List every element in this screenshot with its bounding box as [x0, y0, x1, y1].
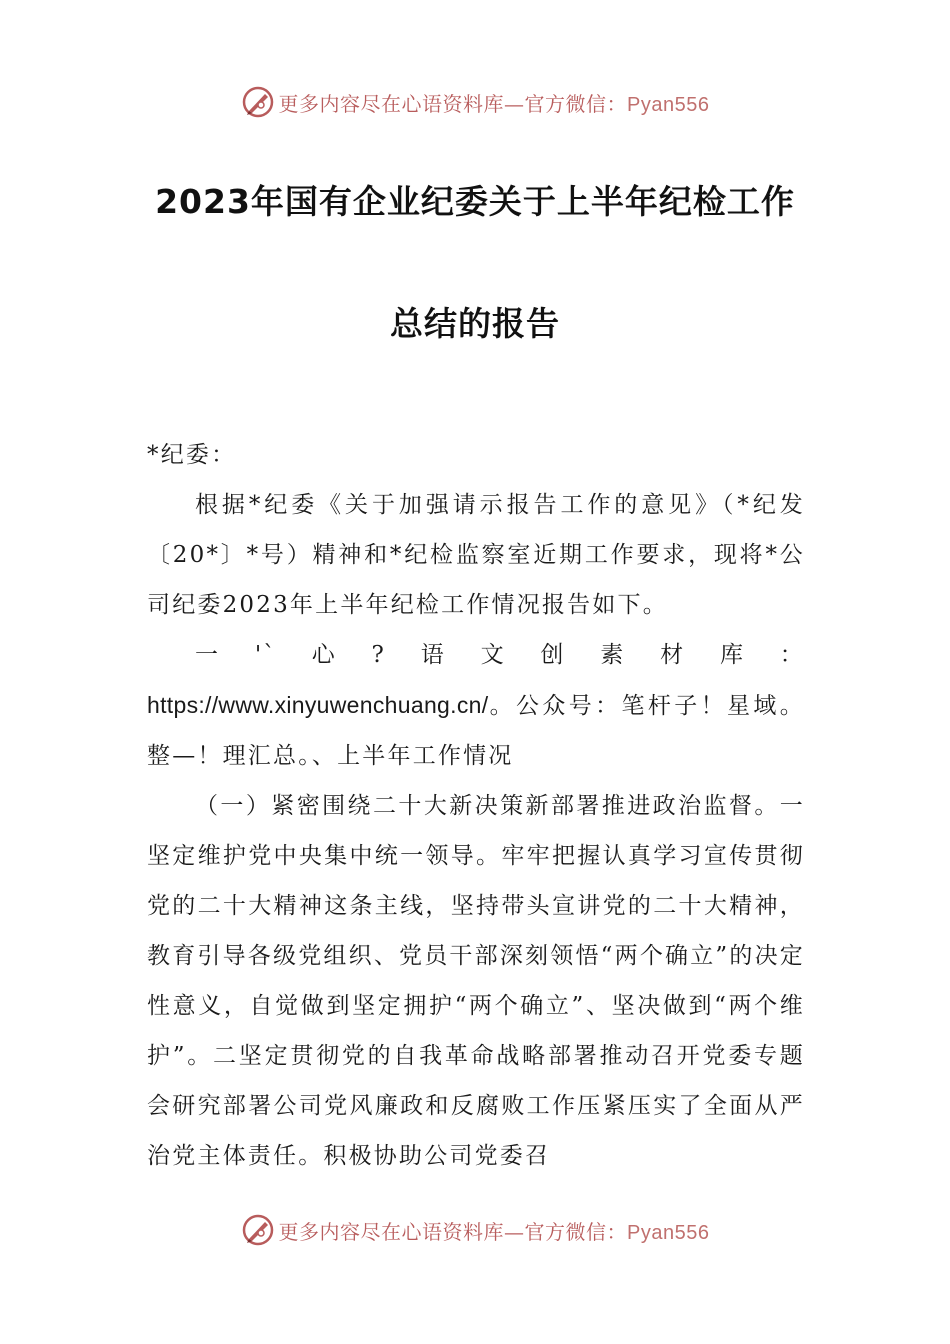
document-title-line-1: 2023年国有企业纪委关于上半年纪检工作: [155, 182, 795, 221]
banner-wechat-id: Pyan556: [627, 93, 710, 116]
paragraph-3: （一）紧密围绕二十大新决策新部署推进政治监督。一坚定维护党中央集中统一领导。牢牢把握认真学习宣传贯彻党的二十大精神这条主线，坚持带头宣讲党的二十大精神，教育引导各级党组织、党员干部深刻领悟“两个确立”的决定性意义，自觉做到坚定拥护“两个确立”、坚决做到“两个维护”。二坚定贯彻党的自我革命战略部署推动召开党委专题会研究部署公司党风廉政和反腐败工作压紧压实了全面从严治党主体责任。积极协助公司党委召: [147, 793, 805, 1169]
paragraph-2-suffix: 。公众号：笔杆子！星域。整—！理汇总。、上半年工作情况: [147, 693, 805, 769]
banner-text: [279, 1216, 710, 1245]
banner-separator: —: [504, 91, 525, 116]
document-body: [147, 430, 805, 1181]
pen-logo-icon: [241, 1213, 275, 1247]
salutation: *纪委：: [147, 442, 237, 468]
banner-wechat-label: 官方微信：: [524, 91, 628, 116]
pen-logo-icon: [241, 85, 275, 119]
banner-separator: —: [504, 1219, 525, 1244]
document-title-line-2: 总结的报告: [390, 304, 560, 343]
paragraph-1: 根据*纪委《关于加强请示报告工作的意见》（*纪发〔20*〕*号）精神和*纪检监察室近期工作要求，现将*公司纪委2023年上半年纪检工作情况报告如下。: [147, 492, 805, 618]
source-url-link[interactable]: https://www.xinyuwenchuang.cn/: [147, 692, 489, 718]
paragraph-2: [147, 630, 805, 781]
banner-wechat-id: Pyan556: [627, 1221, 710, 1244]
paragraph-2-prefix: 一'`心?语文创素材库：: [195, 642, 805, 668]
header-banner: [0, 82, 950, 122]
banner-text: [279, 88, 710, 117]
banner-wechat-label: 官方微信：: [524, 1219, 628, 1244]
banner-site-name: 更多内容尽在心语资料库: [278, 91, 505, 116]
banner-site-name: 更多内容尽在心语资料库: [278, 1219, 505, 1244]
footer-banner: [0, 1210, 950, 1250]
